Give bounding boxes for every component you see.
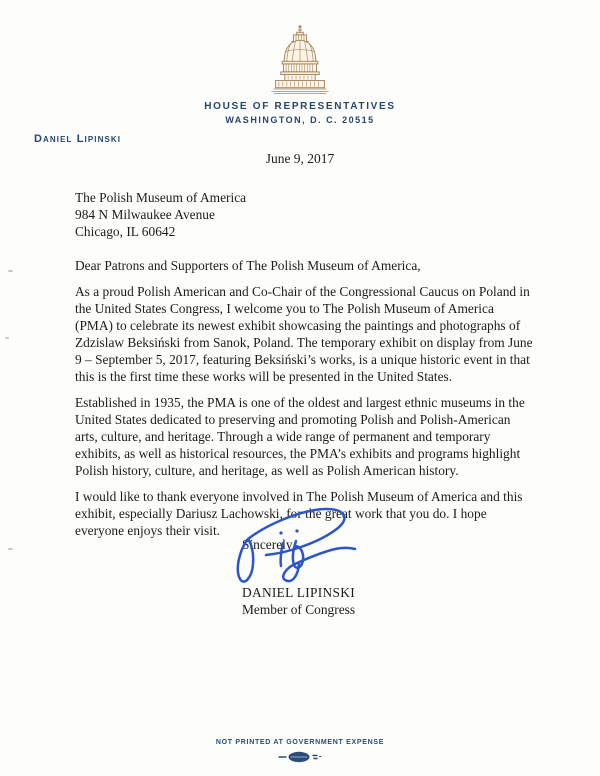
letter-body [75,189,533,539]
letterhead-line2: WASHINGTON, D. C. 20515 [225,115,375,125]
body-paragraph-1: As a proud Polish American and Co-Chair of the Congressional Caucus on Poland in the United States Congress, I welcome you to The Polish Museum of America (PMA) to celebrate its newest exhibit showcasing the paintings and photographs of Zdzislaw Beksiński from Sanok, Poland. The temporary exhibit on display from June 9 – September 5, 2017, featuring Beksiński’s works, is a unique historic event in that this is the first time these works will be presented in the United States. [75,284,533,384]
valediction: Sincerely, [242,537,296,552]
signer-name: DANIEL LIPINSKI [242,585,355,600]
printers-union-bug-icon [277,750,323,764]
footer-notice: NOT PRINTED AT GOVERNMENT EXPENSE [215,739,385,746]
body-paragraph-3: I would like to thank everyone involved in The Polish Museum of America and this exhibit, especially Dariusz Lachowski, for the great work that you do. I hope everyone enjoys their visit. [75,489,523,538]
recipient-address [75,189,533,240]
letterhead-line1: HOUSE OF REPRESENTATIVES [204,101,396,112]
recipient-line-1: The Polish Museum of America [75,190,247,205]
recipient-line-2: 984 N Milwaukee Avenue [75,207,215,222]
signer-title: Member of Congress [242,602,356,617]
body-paragraph-2: Established in 1935, the PMA is one of the oldest and largest ethnic museums in the United States dedicated to preserving and promoting Polish and Polish-American arts, culture, and heritage. Through a wide range of permanent and temporary exhibits, as well as historical resources, the PMA’s exhibits and programs highlight Polish history, culture, and heritage, as well as Polish American history. [75,395,525,478]
scan-speck [5,337,9,339]
letter-date: June 9, 2017 [265,151,335,166]
scan-speck [8,270,13,272]
member-name: Daniel Lipinski [34,133,122,145]
salutation: Dear Patrons and Supporters of The Polish Museum of America, [75,258,421,273]
closing-block [242,536,355,618]
recipient-line-3: Chicago, IL 60642 [75,224,176,239]
capitol-dome-icon [267,22,333,98]
scan-speck [8,548,13,550]
